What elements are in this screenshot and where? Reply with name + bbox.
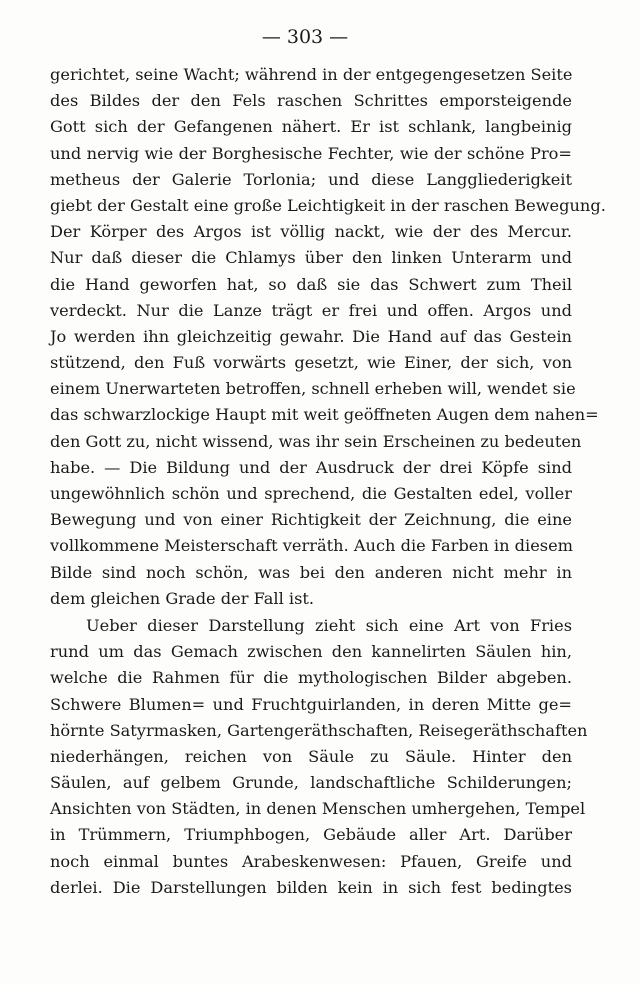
- text-line: des Bildes der den Fels raschen Schrittes emporsteigende: [50, 91, 572, 111]
- text-line: Jo werden ihn gleichzeitig gewahr. Die Hand auf das Gestein: [50, 326, 572, 346]
- text-line: Bewegung und von einer Richtigkeit der Zeichnung, die eine: [50, 510, 572, 530]
- text-line: giebt der Gestalt eine große Leichtigkeit in der raschen Bewegung.: [50, 195, 606, 215]
- text-line: ungewöhnlich schön und sprechend, die Gestalten edel, voller: [50, 484, 572, 503]
- paragraph-1: [50, 62, 606, 612]
- text-line: die Hand geworfen hat, so daß sie das Schwert zum Theil: [50, 274, 572, 294]
- paragraph-2: [50, 613, 588, 901]
- text-line: Bilde sind noch schön, was bei den anderen nicht mehr in: [50, 562, 572, 582]
- text-line: Säulen, auf gelbem Grunde, landschaftliche Schilderungen;: [50, 773, 572, 793]
- text-line: hörnte Satyrmasken, Gartengeräthschaften, Reisegeräthschaften: [50, 720, 588, 740]
- text-line: rund um das Gemach zwischen den kannelirten Säulen hin,: [50, 642, 572, 662]
- text-line: Der Körper des Argos ist völlig nackt, wie der des Mercur.: [50, 222, 572, 242]
- text-line: Schwere Blumen= und Fruchtguirlanden, in deren Mitte ge=: [50, 694, 572, 714]
- text-line: stützend, den Fuß vorwärts gesetzt, wie Einer, der sich, von: [50, 353, 572, 373]
- text-line: Nur daß dieser die Chlamys über den linken Unterarm und: [50, 248, 572, 268]
- text-line: in Trümmern, Triumphbogen, Gebäude aller Art. Darüber: [50, 825, 572, 845]
- text-line: dem gleichen Grade der Fall ist.: [50, 588, 315, 608]
- text-line: gerichtet, seine Wacht; während in der entgegengesetzen Seite: [50, 65, 573, 84]
- text-line: welche die Rahmen für die mythologischen Bilder abgeben.: [50, 668, 572, 688]
- text-line: Ansichten von Städten, in denen Menschen umhergehen, Tempel: [50, 799, 586, 819]
- text-line: noch einmal buntes Arabeskenwesen: Pfauen, Greife und: [50, 851, 572, 871]
- text-line: derlei. Die Darstellungen bilden kein in sich fest bedingtes: [50, 877, 572, 897]
- text-line: Ueber dieser Darstellung zieht sich eine Art von Fries: [86, 615, 572, 635]
- body-text: [50, 62, 606, 901]
- text-line: vollkommene Meisterschaft verräth. Auch die Farben in diesem: [50, 536, 574, 556]
- page-number: — 303 —: [261, 26, 349, 48]
- text-line: metheus der Galerie Torlonia; und diese Langgliederigkeit: [50, 169, 572, 189]
- text-line: das schwarzlockige Haupt mit weit geöffneten Augen dem nahen=: [50, 405, 599, 425]
- text-line: und nervig wie der Borghesische Fechter, wie der schöne Pro=: [50, 143, 572, 163]
- text-line: niederhängen, reichen von Säule zu Säule. Hinter den: [50, 746, 572, 766]
- text-line: habe. — Die Bildung und der Ausdruck der drei Köpfe sind: [50, 457, 572, 477]
- text-line: Gott sich der Gefangenen nähert. Er ist schlank, langbeinig: [50, 117, 572, 137]
- text-line: verdeckt. Nur die Lanze trägt er frei und offen. Argos und: [50, 300, 572, 320]
- text-line: den Gott zu, nicht wissend, was ihr sein Erscheinen zu bedeuten: [50, 431, 582, 451]
- text-line: einem Unerwarteten betroffen, schnell erheben will, wendet sie: [50, 379, 576, 399]
